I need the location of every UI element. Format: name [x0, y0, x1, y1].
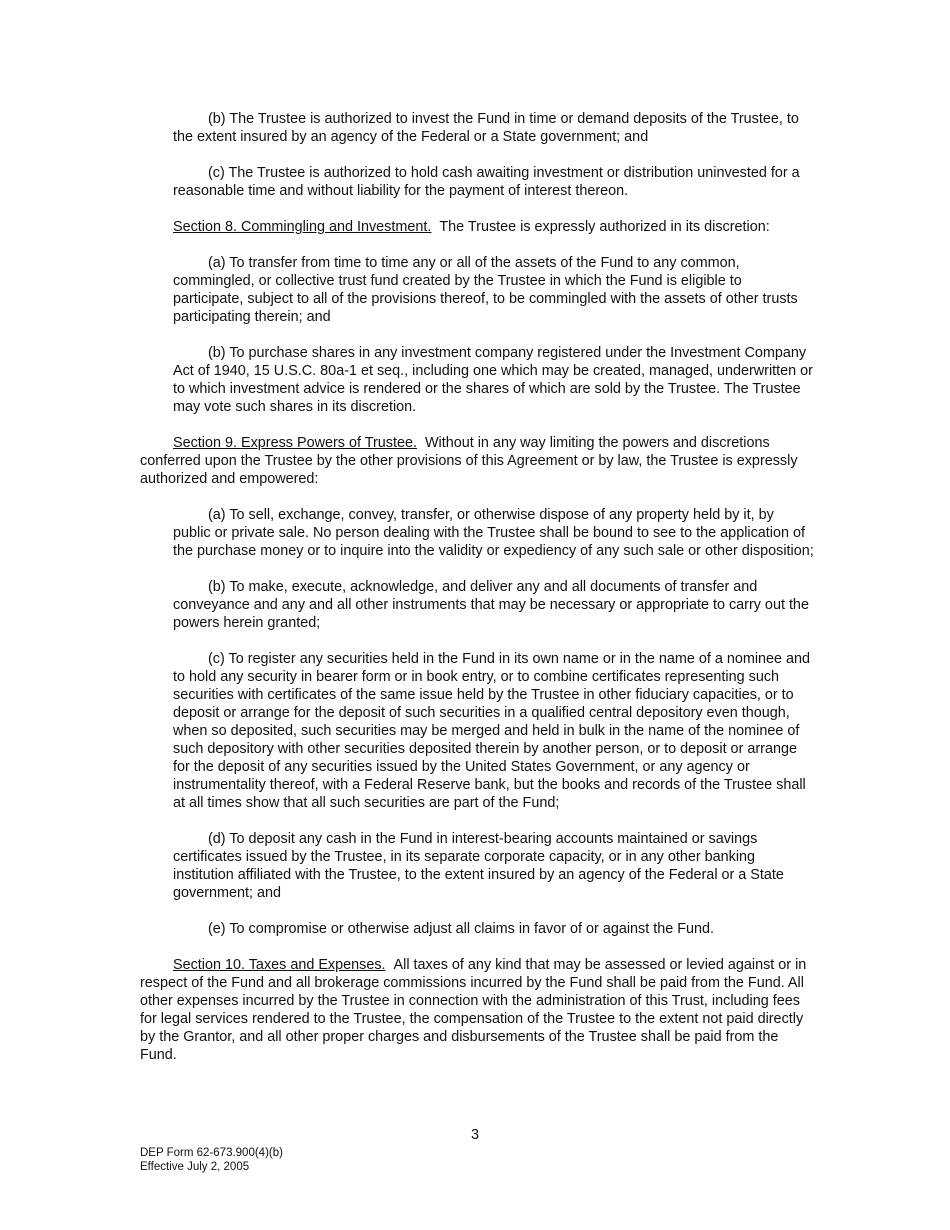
document-body	[140, 110, 815, 1082]
paragraph-8a: (a) To transfer from time to time any or all of the assets of the Fund to any common, commingled, or collective trust fund created by the Trustee in which the Fund is eligible to participate, subject to all of the provisions thereof, to be commingled with the assets of other trusts participating therein; and	[173, 255, 798, 325]
paragraph-9a: (a) To sell, exchange, convey, transfer, or otherwise dispose of any property held by it, by public or private sale. No person dealing with the Trustee shall be bound to see to the application of the purchase money or to inquire into the validity or expediency of any such sale or other disposition;	[173, 507, 814, 559]
paragraph-7b: (b) The Trustee is authorized to invest the Fund in time or demand deposits of the Trustee, to the extent insured by an agency of the Federal or a State government; and	[173, 111, 799, 145]
paragraph-9d: (d) To deposit any cash in the Fund in interest-bearing accounts maintained or savings certificates issued by the Trustee, in its separate corporate capacity, or in any other banking institution affiliated with the Trustee, to the extent insured by an agency of the Federal or a State government; and	[173, 831, 784, 901]
section-8-text: The Trustee is expressly authorized in its discretion:	[439, 219, 770, 235]
footer	[140, 1146, 283, 1174]
footer-form-number: DEP Form 62-673.900(4)(b)	[140, 1147, 283, 1159]
paragraph-9b: (b) To make, execute, acknowledge, and deliver any and all documents of transfer and conveyance and any and all other instruments that may be necessary or appropriate to carry out the powers herein granted;	[173, 579, 809, 631]
paragraph-8b: (b) To purchase shares in any investment company registered under the Investment Company Act of 1940, 15 U.S.C. 80a-1 et seq., including one which may be created, managed, underwritten or to which investment advice is rendered or the shares of which are sold by the Trustee. The Trustee may vote such shares in its discretion.	[173, 345, 813, 415]
page-number: 3	[470, 1127, 479, 1143]
section-10	[140, 956, 815, 1064]
footer-effective-date: Effective July 2, 2005	[140, 1161, 250, 1173]
paragraph-9e: (e) To compromise or otherwise adjust all claims in favor of or against the Fund.	[208, 921, 715, 937]
section-8	[140, 218, 815, 236]
section-9-text: Without in any way limiting the powers and discretions conferred upon the Trustee by the other provisions of this Agreement or by law, the Trustee is expressly authorized and empowered:	[140, 435, 798, 487]
section-9-heading: Section 9. Express Powers of Trustee.	[173, 435, 417, 451]
paragraph-9c: (c) To register any securities held in the Fund in its own name or in the name of a nominee and to hold any security in bearer form or in book entry, or to combine certificates representing such securities with certificates of the same issue held by the Trustee in other fiduciary capacities, or to deposit or arrange for the deposit of such securities in a qualified central depository even though, when so deposited, such securities may be merged and held in bulk in the name of the nominee of such depository with other securities deposited therein by another person, or to deposit or arrange for the deposit of any securities issued by the United States Government, or any agency or instrumentality thereof, with a Federal Reserve bank, but the books and records of the Trustee shall at all times show that all such securities are part of the Fund;	[173, 651, 811, 811]
section-10-text: All taxes of any kind that may be assessed or levied against or in respect of the Fund and all brokerage commissions incurred by the Fund shall be paid from the Fund. All other expenses incurred by the Trustee in connection with the administration of this Trust, including fees for legal services rendered to the Trustee, the compensation of the Trustee to the extent not paid directly by the Grantor, and all other proper charges and disbursements of the Trustee shall be paid from the Fund.	[140, 957, 807, 1063]
paragraph-7c: (c) The Trustee is authorized to hold cash awaiting investment or distribution uninvested for a reasonable time and without liability for the payment of interest thereon.	[173, 165, 800, 199]
section-8-heading: Section 8. Commingling and Investment.	[173, 219, 432, 235]
section-9	[140, 434, 815, 488]
section-10-heading: Section 10. Taxes and Expenses.	[173, 957, 386, 973]
